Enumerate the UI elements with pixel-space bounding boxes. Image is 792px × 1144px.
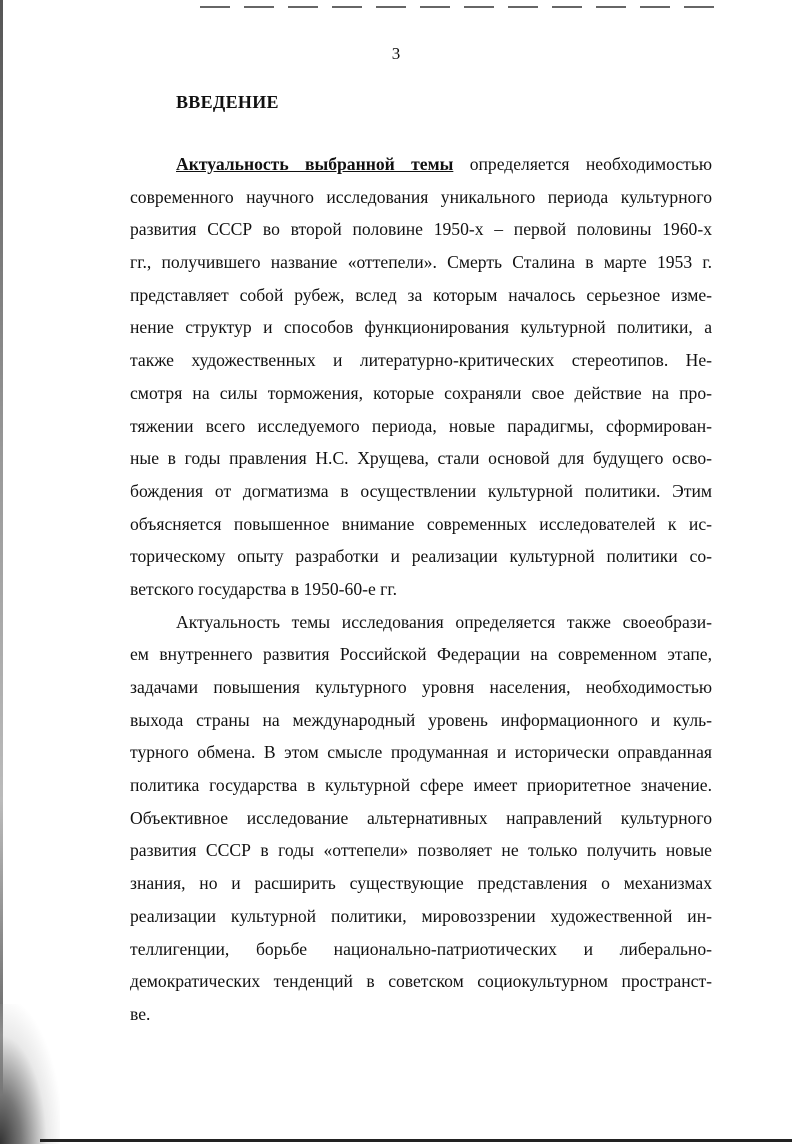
topic-relevance-lead: Актуальность выбранной темы	[176, 154, 454, 174]
paragraph-2-line: развития СССР в годы «оттепели» позволяет не только получить новые	[130, 840, 712, 861]
scan-artifact-corner	[0, 1004, 60, 1144]
page-number: 3	[391, 44, 401, 63]
paragraph-1-line: объясняется повышенное внимание современных исследователей к ис-	[130, 513, 712, 534]
paragraph-1-line: смотря на силы торможения, которые сохраняли свое действие на про-	[130, 382, 712, 403]
paragraph-1-line: ные в годы правления Н.С. Хрущева, стали основой для будущего осво-	[130, 448, 712, 469]
section-heading: ВВЕДЕНИЕ	[176, 92, 279, 112]
paragraph-2-line: политика государства в культурной сфере имеет приоритетное значение.	[130, 775, 712, 796]
paragraph-1-line: Актуальность выбранной темы определяется необходимостью	[176, 154, 712, 174]
paragraph-1-line: ветского государства в 1950-60-е гг.	[130, 578, 398, 599]
paragraph-2-line: Актуальность темы исследования определяется также своеобрази-	[176, 611, 712, 632]
paragraph-1-line: современного научного исследования уникального периода культурного	[130, 186, 712, 207]
paragraph-2-line: турного обмена. В этом смысле продуманная и исторически оправданная	[130, 742, 712, 763]
paragraph-1-line: представляет собой рубеж, вслед за которым началось серьезное изме-	[130, 284, 712, 305]
paragraph-1-line: нение структур и способов функционирования культурной политики, а	[130, 317, 712, 338]
paragraph-2-line: реализации культурной политики, мировоззрении художественной ин-	[130, 905, 712, 926]
paragraph-2-line: знания, но и расширить существующие представления о механизмах	[130, 873, 712, 894]
scan-artifact-top	[200, 6, 720, 8]
paragraph-1-line: тяжении всего исследуемого периода, новые парадигмы, сформирован-	[130, 415, 712, 436]
paragraph-1-line: бождения от догматизма в осуществлении культурной политики. Этим	[130, 480, 712, 501]
paragraph-2-line: ем внутреннего развития Российской Федерации на современном этапе,	[130, 644, 712, 665]
paragraph-1-line: гг., получившего название «оттепели». Смерть Сталина в марте 1953 г.	[130, 252, 712, 273]
paragraph-2-line: Объективное исследование альтернативных направлений культурного	[130, 807, 712, 828]
paragraph-1-line: также художественных и литературно-критических стереотипов. Не-	[130, 350, 712, 371]
scan-artifact-left	[0, 0, 3, 1144]
paragraph-1-line: торическому опыту разработки и реализации культурной политики со-	[130, 546, 712, 567]
paragraph-2-line: демократических тенденций в советском социокультурном пространст-	[130, 971, 712, 992]
paragraph-2-line: задачами повышения культурного уровня населения, необходимостью	[130, 677, 712, 697]
paragraph-1-line: развития СССР во второй половине 1950-х – первой половины 1960-х	[130, 219, 712, 240]
paragraph-2-line: ве.	[130, 1003, 151, 1024]
scan-artifact-bottom	[40, 1139, 792, 1142]
body-text	[130, 148, 712, 1031]
paragraph-2-line: теллигенции, борьбе национально-патриотических и либерально-	[130, 938, 712, 959]
paragraph-2-line: выхода страны на международный уровень информационного и куль-	[130, 709, 712, 730]
